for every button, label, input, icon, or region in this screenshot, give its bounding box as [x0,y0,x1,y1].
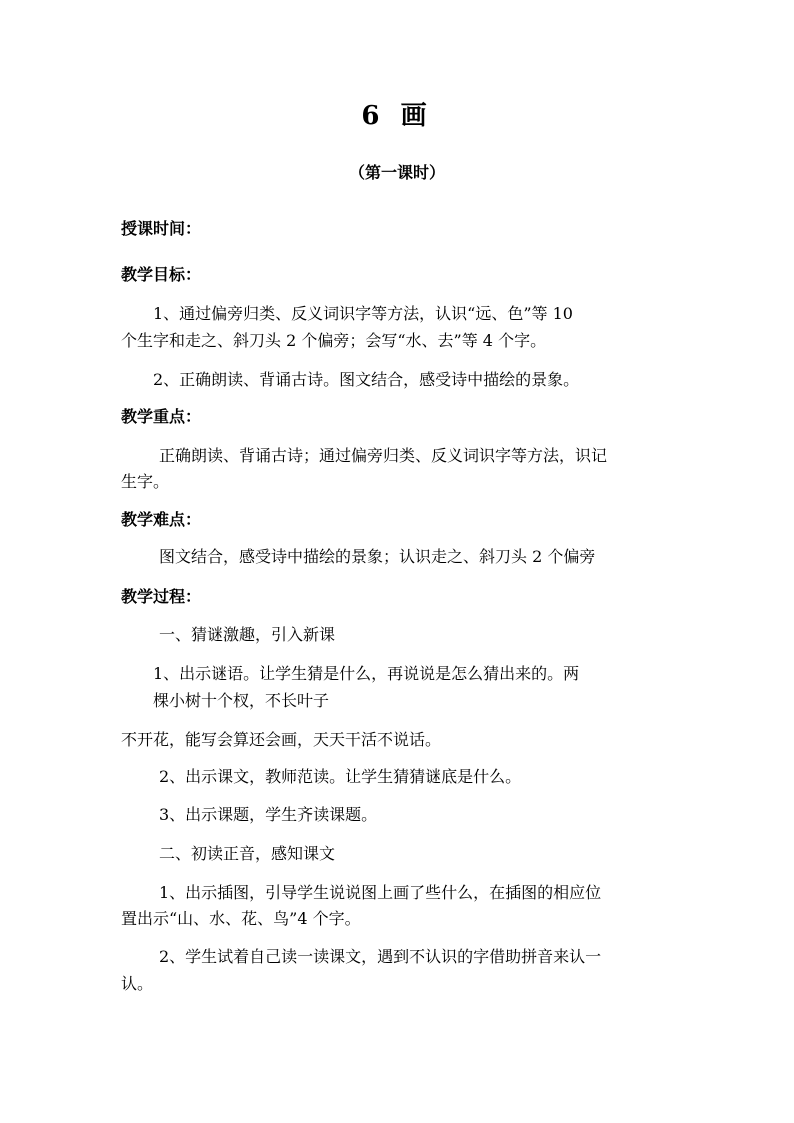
process-s1-item-1-line-1: 1、出示谜语。让学生猜是什么，再说说是怎么猜出来的。两 [153,664,580,683]
process-section-1-title: 一、猜谜激趣，引入新课 [159,625,336,644]
difficulties-line-1: 图文结合，感受诗中描绘的景象；认识走之、斜刀头 2 个偏旁 [159,547,596,566]
process-s2-item-2-line-1: 2、学生试着自己读一读课文，遇到不认识的字借助拼音来认一 [159,947,602,966]
process-s1-item-2: 2、出示课文，教师范读。让学生猜猜谜底是什么。 [159,767,522,786]
process-section-2-title: 二、初读正音，感知课文 [159,844,336,863]
process-s2-item-1-line-1: 1、出示插图，引导学生说说图上画了些什么，在插图的相应位 [159,883,602,902]
teaching-time-label: 授课时间： [121,219,202,238]
objectives-heading: 教学目标： [121,265,202,284]
process-heading: 教学过程： [121,587,202,606]
process-s1-item-3: 3、出示课题，学生齐读课题。 [159,805,378,824]
difficulties-heading: 教学难点： [121,510,202,529]
key-points-line-2: 生字。 [121,472,170,491]
process-s2-item-1-line-2: 置出示“山、水、花、鸟”4 个字。 [121,909,361,928]
process-s1-item-1-line-3: 不开花，能写会算还会画，天天干活不说话。 [121,730,442,749]
objective-2: 2、正确朗读、背诵古诗。图文结合，感受诗中描绘的景象。 [153,370,580,389]
objective-1-line-2: 个生字和走之、斜刀头 2 个偏旁；会写“水、去”等 4 个字。 [121,331,547,350]
document-title: 6 画 [361,101,433,131]
objective-1-line-1: 1、通过偏旁归类、反义词识字等方法，认识“远、色”等 10 [153,304,573,323]
process-s2-item-2-line-2: 认。 [121,974,154,993]
key-points-heading: 教学重点： [121,407,202,426]
document-subtitle: （第一课时） [348,163,445,182]
key-points-line-1: 正确朗读、背诵古诗；通过偏旁归类、反义词识字等方法，识记 [159,446,608,465]
process-s1-item-1-line-2: 棵小树十个杈，不长叶子 [153,691,330,710]
